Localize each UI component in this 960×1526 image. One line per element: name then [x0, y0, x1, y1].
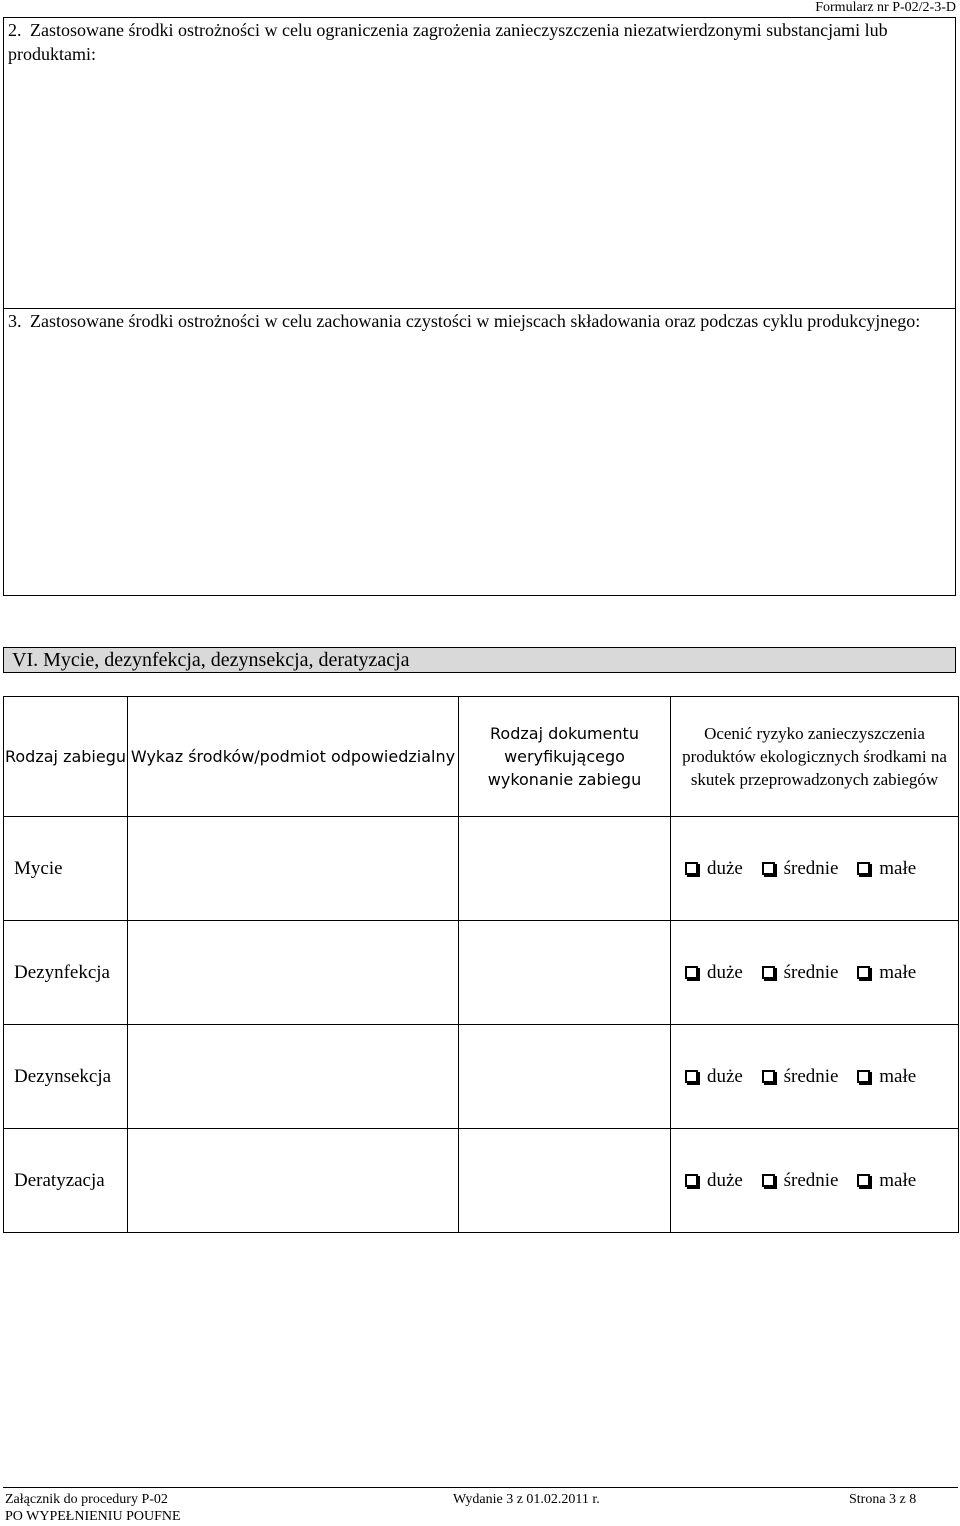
checkbox-icon[interactable]	[685, 1174, 698, 1187]
checkbox-icon[interactable]	[685, 966, 698, 979]
checkbox-icon[interactable]	[762, 862, 775, 875]
document-cell[interactable]	[459, 921, 671, 1025]
document-cell[interactable]	[459, 1129, 671, 1233]
footer-attachment: Załącznik do procedury P-02	[5, 1492, 168, 1507]
section-2-text	[4, 18, 955, 66]
option-high[interactable]: duże	[685, 962, 743, 983]
checkbox-icon[interactable]	[857, 1174, 870, 1187]
agents-cell[interactable]	[128, 1129, 459, 1233]
row-label: Deratyzacja	[4, 1129, 128, 1233]
agents-cell[interactable]	[128, 1025, 459, 1129]
checkbox-icon[interactable]	[762, 966, 775, 979]
treatment-table	[3, 696, 959, 1233]
footer-confidential-note: PO WYPEŁNIENIU POUFNE	[5, 1509, 181, 1524]
col-header-agents: Wykaz środków/podmiot odpowiedzialny	[128, 697, 459, 817]
table-header-row	[4, 697, 959, 817]
row-label: Dezynfekcja	[4, 921, 128, 1025]
table-row	[4, 921, 959, 1025]
section-3-label: Zastosowane środki ostrożności w celu zachowania czystości w miejscach składowania oraz podczas cyklu produkcyjnego:	[30, 311, 921, 331]
section-2-box[interactable]	[3, 17, 956, 309]
footer-edition: Wydanie 3 z 01.02.2011 r.	[453, 1492, 600, 1507]
footer-page-number: Strona 3 z 8	[849, 1492, 917, 1507]
risk-rating	[671, 1025, 959, 1129]
option-low[interactable]: małe	[857, 858, 916, 879]
option-medium[interactable]: średnie	[762, 1170, 839, 1191]
option-medium[interactable]: średnie	[762, 962, 839, 983]
col-header-risk: Ocenić ryzyko zanieczyszczenia produktów ekologicznych środkami na skutek przeprowadzonych zabiegów	[671, 697, 959, 817]
checkbox-icon[interactable]	[762, 1070, 775, 1083]
page-footer	[3, 1487, 958, 1525]
option-high[interactable]: duże	[685, 858, 743, 879]
option-high[interactable]: duże	[685, 1066, 743, 1087]
option-medium[interactable]: średnie	[762, 858, 839, 879]
section-2-number: 2.	[8, 20, 22, 40]
option-low[interactable]: małe	[857, 962, 916, 983]
section-3-text	[4, 309, 955, 333]
col-header-document: Rodzaj dokumentu weryfikującego wykonanie zabiegu	[459, 697, 671, 817]
agents-cell[interactable]	[128, 817, 459, 921]
table-row	[4, 1025, 959, 1129]
option-medium[interactable]: średnie	[762, 1066, 839, 1087]
document-cell[interactable]	[459, 817, 671, 921]
option-low[interactable]: małe	[857, 1170, 916, 1191]
document-cell[interactable]	[459, 1025, 671, 1129]
checkbox-icon[interactable]	[685, 862, 698, 875]
table-row	[4, 1129, 959, 1233]
section-3-number: 3.	[8, 311, 22, 331]
checkbox-icon[interactable]	[857, 1070, 870, 1083]
checkbox-icon[interactable]	[762, 1174, 775, 1187]
section-3-box[interactable]	[3, 309, 956, 596]
row-label: Mycie	[4, 817, 128, 921]
checkbox-icon[interactable]	[857, 966, 870, 979]
option-high[interactable]: duże	[685, 1170, 743, 1191]
checkbox-icon[interactable]	[685, 1070, 698, 1083]
section-vi-title: VI. Mycie, dezynfekcja, dezynsekcja, deratyzacja	[3, 647, 956, 673]
section-2-label: Zastosowane środki ostrożności w celu ograniczenia zagrożenia zanieczyszczenia niezatwierdzonymi substancjami lub produktami:	[8, 20, 888, 64]
form-number: Formularz nr P-02/2-3-D	[815, 0, 956, 15]
checkbox-icon[interactable]	[857, 862, 870, 875]
row-label: Dezynsekcja	[4, 1025, 128, 1129]
risk-rating	[671, 817, 959, 921]
option-low[interactable]: małe	[857, 1066, 916, 1087]
agents-cell[interactable]	[128, 921, 459, 1025]
col-header-treatment-type: Rodzaj zabiegu	[4, 697, 128, 817]
risk-rating	[671, 921, 959, 1025]
table-row	[4, 817, 959, 921]
risk-rating	[671, 1129, 959, 1233]
